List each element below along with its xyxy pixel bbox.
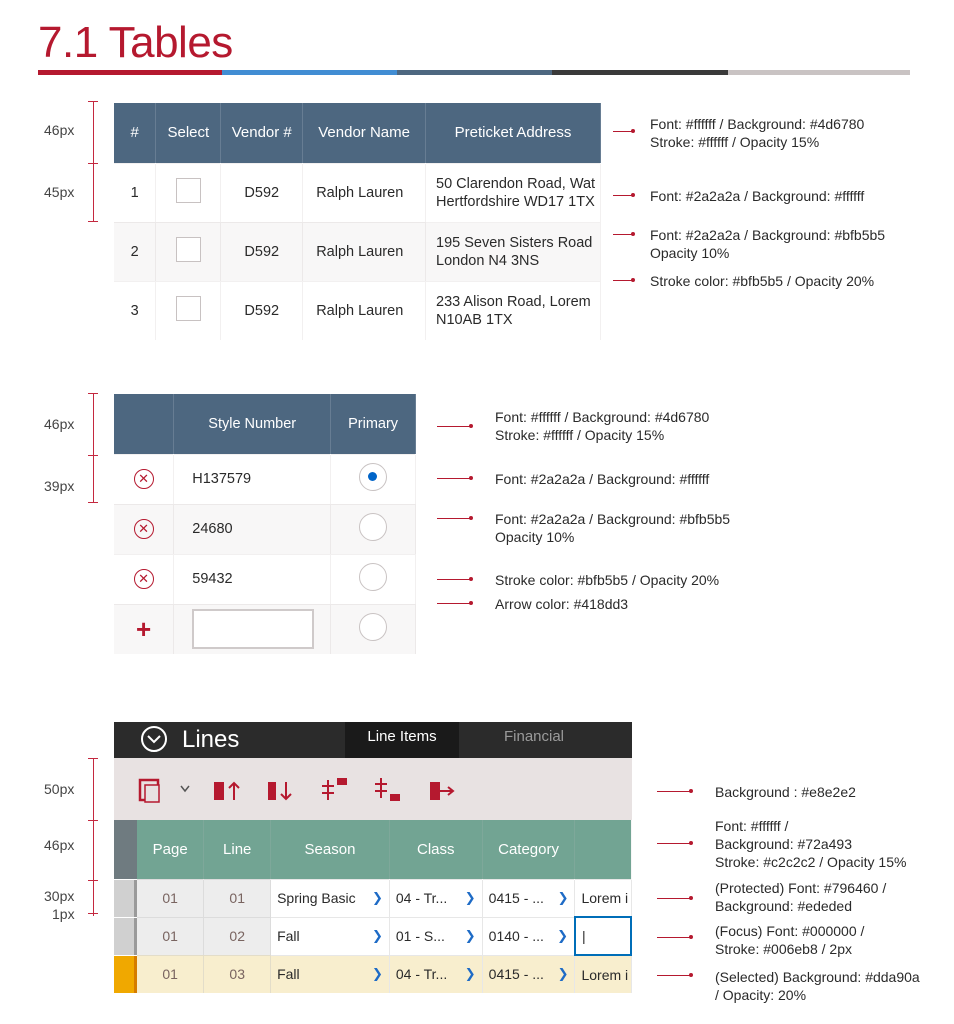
- season-dropdown[interactable]: Fall ❯: [271, 917, 390, 955]
- page-cell: 01: [137, 955, 204, 993]
- chevron-down-icon: ❯: [557, 928, 568, 943]
- select-checkbox[interactable]: [176, 296, 201, 321]
- vendor-number: D592: [221, 163, 303, 222]
- col-header-season[interactable]: Season: [271, 820, 390, 879]
- col-header-class[interactable]: Class: [389, 820, 482, 879]
- row-handle[interactable]: [114, 918, 137, 955]
- annotation: Arrow color: #418dd3: [495, 596, 629, 612]
- remove-icon[interactable]: ✕: [134, 519, 154, 539]
- vendor-name: Ralph Lauren: [303, 222, 426, 281]
- col-header-extra[interactable]: [575, 820, 631, 879]
- chevron-down-icon: ❯: [464, 890, 476, 905]
- tab-financial[interactable]: Financial: [503, 728, 565, 745]
- table-header-row: [137, 820, 631, 879]
- remove-icon[interactable]: ✕: [134, 569, 154, 589]
- page-cell: 01: [137, 917, 204, 955]
- dim-header-height: 46px: [44, 122, 75, 138]
- col-header-primary[interactable]: Primary: [331, 394, 416, 454]
- insert-above-icon[interactable]: [320, 776, 350, 802]
- primary-radio[interactable]: [359, 463, 387, 491]
- row-number: 1: [114, 163, 156, 222]
- annotation: Font: #2a2a2a / Background: #ffffff: [650, 188, 865, 204]
- row-handle-selected[interactable]: [114, 956, 137, 993]
- primary-radio[interactable]: [359, 563, 387, 591]
- annotation: (Selected) Background: #dda90a / Opacity: 20%: [715, 969, 920, 1003]
- col-header-num[interactable]: #: [114, 103, 156, 163]
- style-table: [114, 394, 416, 654]
- annotation: (Protected) Font: #796460 / Background: #ededed: [715, 880, 887, 914]
- annotation: Font: #2a2a2a / Background: #bfb5b5 Opacity 10%: [650, 227, 886, 261]
- preticket-address: 195 Seven Sisters Road London N4 3NS: [426, 222, 601, 281]
- annotation: Font: #ffffff / Background: #4d6780 Stroke: #ffffff / Opacity 15%: [650, 116, 865, 150]
- annotation: Stroke color: #bfb5b5 / Opacity 20%: [650, 273, 875, 289]
- vendor-number: D592: [221, 281, 303, 340]
- table-header-row: [114, 103, 601, 163]
- dim-header-height: 46px: [44, 416, 75, 432]
- col-header-action: [114, 394, 174, 454]
- dim-toolbar-height: 50px: [44, 781, 75, 797]
- annotation: (Focus) Font: #000000 / Stroke: #006eb8 / 2px: [715, 923, 865, 957]
- col-header-line[interactable]: Line: [204, 820, 271, 879]
- dim-divider: 1px: [52, 906, 75, 922]
- chevron-down-icon: ❯: [557, 890, 569, 905]
- table-row[interactable]: [137, 917, 631, 955]
- move-up-icon[interactable]: [214, 778, 242, 804]
- col-header-category[interactable]: Category: [482, 820, 575, 879]
- col-header-page[interactable]: Page: [137, 820, 204, 879]
- dim-row-height: 30px: [44, 888, 75, 904]
- class-dropdown[interactable]: 04 - Tr... ❯: [389, 879, 482, 917]
- col-header-select[interactable]: Select: [156, 103, 221, 163]
- chevron-down-icon: ❯: [371, 928, 383, 943]
- add-icon[interactable]: +: [136, 613, 152, 644]
- dim-header-height: 46px: [44, 837, 75, 853]
- chevron-down-icon: ❯: [464, 966, 476, 982]
- primary-radio[interactable]: [359, 613, 387, 641]
- table-row[interactable]: [114, 554, 416, 604]
- page-cell: 01: [137, 879, 204, 917]
- chevron-down-icon: ❯: [371, 966, 383, 982]
- dim-row-height: 45px: [44, 184, 75, 200]
- annotation: Background : #e8e2e2: [715, 784, 856, 800]
- annotation: Font: #2a2a2a / Background: #ffffff: [495, 471, 710, 487]
- annotation: Font: #ffffff / Background: #72a493 Stroke: #c2c2c2 / Opacity 15%: [715, 818, 907, 870]
- category-dropdown[interactable]: 0140 - ... ❯: [482, 917, 575, 955]
- vendor-name: Ralph Lauren: [303, 163, 426, 222]
- panel-title: Lines: [182, 726, 240, 753]
- table-row[interactable]: [114, 504, 416, 554]
- col-header-vendor-name[interactable]: Vendor Name: [303, 103, 426, 163]
- category-dropdown[interactable]: 0415 - ... ❯: [482, 879, 575, 917]
- preticket-address: 50 Clarendon Road, Wat Hertfordshire WD17 1TX: [426, 163, 601, 222]
- chevron-down-icon: ❯: [371, 890, 383, 905]
- annotation: Font: #ffffff / Background: #4d6780 Stroke: #ffffff / Opacity 15%: [495, 409, 710, 443]
- dim-line: [93, 101, 94, 222]
- vendor-table: [114, 103, 601, 340]
- row-header-corner: [114, 820, 137, 879]
- table-row[interactable]: [114, 163, 601, 222]
- title-color-bar: [38, 70, 910, 75]
- table-row[interactable]: [114, 222, 601, 281]
- chevron-down-icon: ❯: [557, 966, 569, 982]
- row-number: 3: [114, 281, 156, 340]
- preticket-address: 233 Alison Road, Lorem N10AB 1TX: [426, 281, 601, 340]
- new-row[interactable]: [114, 604, 416, 654]
- table-row[interactable]: [137, 879, 631, 917]
- select-columns-icon[interactable]: [137, 776, 197, 804]
- vendor-name: Ralph Lauren: [303, 281, 426, 340]
- annotation: Stroke color: #bfb5b5 / Opacity 20%: [495, 572, 720, 588]
- tab-line-items[interactable]: Line Items: [345, 722, 459, 758]
- class-dropdown[interactable]: 04 - Tr... ❯: [389, 955, 482, 993]
- style-number: 24680: [174, 504, 331, 554]
- style-number: H137579: [174, 454, 331, 504]
- collapse-chevron-icon[interactable]: [139, 724, 169, 754]
- table-header-row: [114, 394, 416, 454]
- line-cell: 02: [204, 917, 271, 955]
- chevron-down-icon: ❯: [464, 928, 476, 943]
- remove-icon[interactable]: ✕: [134, 469, 154, 489]
- row-number: 2: [114, 222, 156, 281]
- text-cell[interactable]: Lorem i: [575, 955, 631, 993]
- select-checkbox[interactable]: [176, 178, 201, 203]
- season-dropdown[interactable]: Fall ❯: [271, 955, 390, 993]
- row-handle[interactable]: [114, 880, 137, 917]
- dim-row-height: 39px: [44, 478, 75, 494]
- class-dropdown[interactable]: 01 - S... ❯: [389, 917, 482, 955]
- text-cell[interactable]: Lorem i: [575, 879, 631, 917]
- table-row[interactable]: [114, 281, 601, 340]
- style-number: 59432: [174, 554, 331, 604]
- move-to-icon[interactable]: [428, 778, 458, 804]
- focused-text-input[interactable]: |: [575, 917, 631, 955]
- vendor-number: D592: [221, 222, 303, 281]
- table-row-selected[interactable]: [137, 955, 631, 993]
- insert-below-icon[interactable]: [373, 776, 403, 804]
- move-down-icon[interactable]: [266, 778, 294, 804]
- category-dropdown[interactable]: 0415 - ... ❯: [482, 955, 575, 993]
- line-cell: 03: [204, 955, 271, 993]
- col-header-address[interactable]: Preticket Address: [426, 103, 601, 163]
- new-style-input[interactable]: [192, 609, 314, 649]
- season-dropdown[interactable]: Spring Basic ❯: [271, 879, 390, 917]
- annotation: Font: #2a2a2a / Background: #bfb5b5 Opacity 10%: [495, 511, 731, 545]
- col-header-style-number[interactable]: Style Number: [174, 394, 331, 454]
- col-header-vendor-num[interactable]: Vendor #: [221, 103, 303, 163]
- table-row[interactable]: [114, 454, 416, 504]
- select-checkbox[interactable]: [176, 237, 201, 262]
- page-title: 7.1 Tables: [38, 18, 233, 67]
- lines-table: [137, 820, 632, 993]
- line-cell: 01: [204, 879, 271, 917]
- primary-radio[interactable]: [359, 513, 387, 541]
